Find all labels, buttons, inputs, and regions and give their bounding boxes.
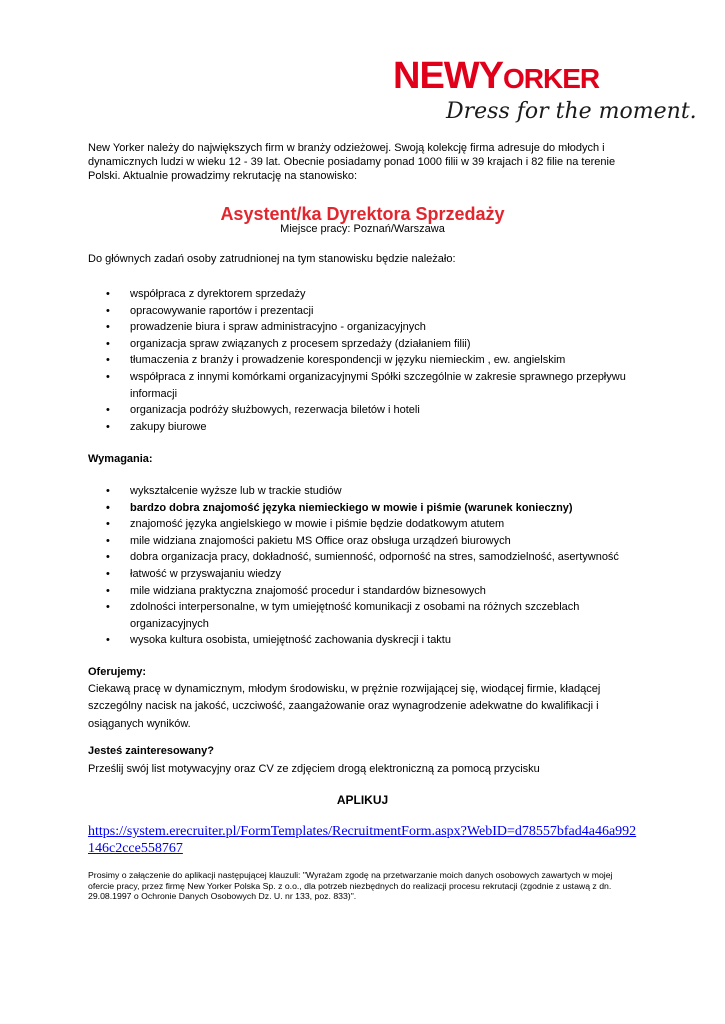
offer-heading: Oferujemy: (88, 666, 147, 678)
logo-tagline: Dress for the moment. (446, 99, 697, 124)
list-item: • organizacja podróży służbowych, rezerwacja biletów i hoteli (88, 402, 638, 419)
logo-y: Y (478, 55, 504, 97)
bullet-icon: • (106, 404, 110, 417)
requirements-heading: Wymagania: (88, 453, 153, 465)
bullet-icon: • (106, 370, 110, 383)
logo-wordmark (393, 55, 599, 98)
job-title: Asystent/ka Dyrektora Sprzedaży (220, 204, 505, 224)
interest-heading: Jesteś zainteresowany? (88, 745, 214, 757)
list-item: • bardzo dobra znajomość języka niemieckiego w mowie i piśmie (warunek konieczny) (88, 500, 638, 517)
new-yorker-logo (393, 55, 697, 135)
bullet-icon: • (106, 584, 110, 597)
bullet-icon: • (106, 534, 110, 547)
list-item: • tłumaczenia z branży i prowadzenie korespondencji w języku niemieckim , ew. angielskim (88, 352, 638, 369)
bullet-icon: • (106, 337, 110, 350)
requirements-list (88, 483, 638, 649)
list-item: • opracowywanie raportów i prezentacji (88, 303, 638, 320)
list-item: • znajomość języka angielskiego w mowie i piśmie będzie dodatkowym atutem (88, 516, 638, 533)
intro-paragraph: New Yorker należy do największych firm w branży odzieżowej. Swoją kolekcję firma adresuje do młodych i dynamicznych ludzi w wieku 12 - 39 lat. Obecnie posiadamy ponad 1000 filii w 39 krajach i 82 filie na terenie Polski. Aktualnie prowadzimy rekrutację na stanowisko: (88, 142, 616, 182)
list-item: • zakupy biurowe (88, 419, 638, 436)
bullet-icon: • (106, 321, 110, 334)
list-item: • współpraca z dyrektorem sprzedaży (88, 286, 638, 303)
bullet-icon: • (106, 518, 110, 531)
bullet-icon: • (106, 567, 110, 580)
list-item: • łatwość w przyswajaniu wiedzy (88, 566, 638, 583)
job-location: Miejsce pracy: Poznań/Warszawa (280, 223, 445, 235)
gdpr-clause: Prosimy o załączenie do aplikacji następującej klauzuli: "Wyrażam zgodę na przetwarzanie moich danych osobowych zawartych w mojej ofercie pracy, przez firmę New Yorker Polska Sp. z o.o., dla potrzeb niezbędnych do realizacji procesu rekrutacji (zgodnie z ustawą z dn. 29.08.1997 o Ochronie Danych Osobowych Dz. U. nr 133, poz. 833)". (88, 870, 613, 902)
bullet-icon: • (106, 420, 110, 433)
offer-text: Ciekawą pracę w dynamicznym, młodym środowisku, w prężnie rozwijającej się, wiodącej firmie, kładącej szczególny nacisk na jakość, uczciwość, zaangażowanie oraz wynagrodzenie adekwatne do kwalifikacji i osiąganych wyników. (88, 683, 601, 730)
list-item: • prowadzenie biura i spraw administracyjno - organizacyjnych (88, 319, 638, 336)
list-item: • mile widziana znajomości pakietu MS Office oraz obsługa urządzeń biurowych (88, 533, 638, 550)
list-item: • wykształcenie wyższe lub w trackie studiów (88, 483, 638, 500)
duties-list (88, 286, 638, 435)
bullet-icon: • (106, 634, 110, 647)
duties-intro: Do głównych zadań osoby zatrudnionej na tym stanowisku będzie należało: (88, 253, 456, 265)
list-item: • dobra organizacja pracy, dokładność, sumienność, odporność na stres, samodzielność, asertywność (88, 549, 638, 566)
logo-orker: ORKER (503, 63, 600, 94)
apply-link[interactable]: https://system.erecruiter.pl/FormTemplates/RecruitmentForm.aspx?WebID=d78557bfad4a46a992146c2cce558767 (88, 824, 637, 856)
interest-text: Prześlij swój list motywacyjny oraz CV ze zdjęciem drogą elektroniczną za pomocą przycisku (88, 763, 540, 775)
logo-new: NEW (393, 55, 479, 97)
bullet-icon: • (106, 288, 110, 300)
apply-heading: APLIKUJ (336, 793, 389, 807)
list-item: • organizacja spraw związanych z procesem sprzedaży (działaniem filii) (88, 336, 638, 353)
bullet-icon: • (106, 551, 110, 564)
bullet-icon: • (106, 304, 110, 317)
list-item: • współpraca z innymi komórkami organizacyjnymi Spółki szczególnie w zakresie sprawnego przepływu informacji (106, 370, 626, 400)
bullet-icon: • (106, 485, 110, 497)
bullet-icon: • (106, 354, 110, 367)
bullet-icon: • (106, 501, 110, 514)
list-item: • zdolności interpersonalne, w tym umiejętność komunikacji z osobami na różnych szczeblach organizacyjnych (106, 601, 580, 630)
bullet-icon: • (106, 601, 110, 614)
list-item: • wysoka kultura osobista, umiejętność zachowania dyskrecji i taktu (88, 632, 638, 649)
list-item: • mile widziana praktyczna znajomość procedur i standardów biznesowych (88, 583, 638, 600)
